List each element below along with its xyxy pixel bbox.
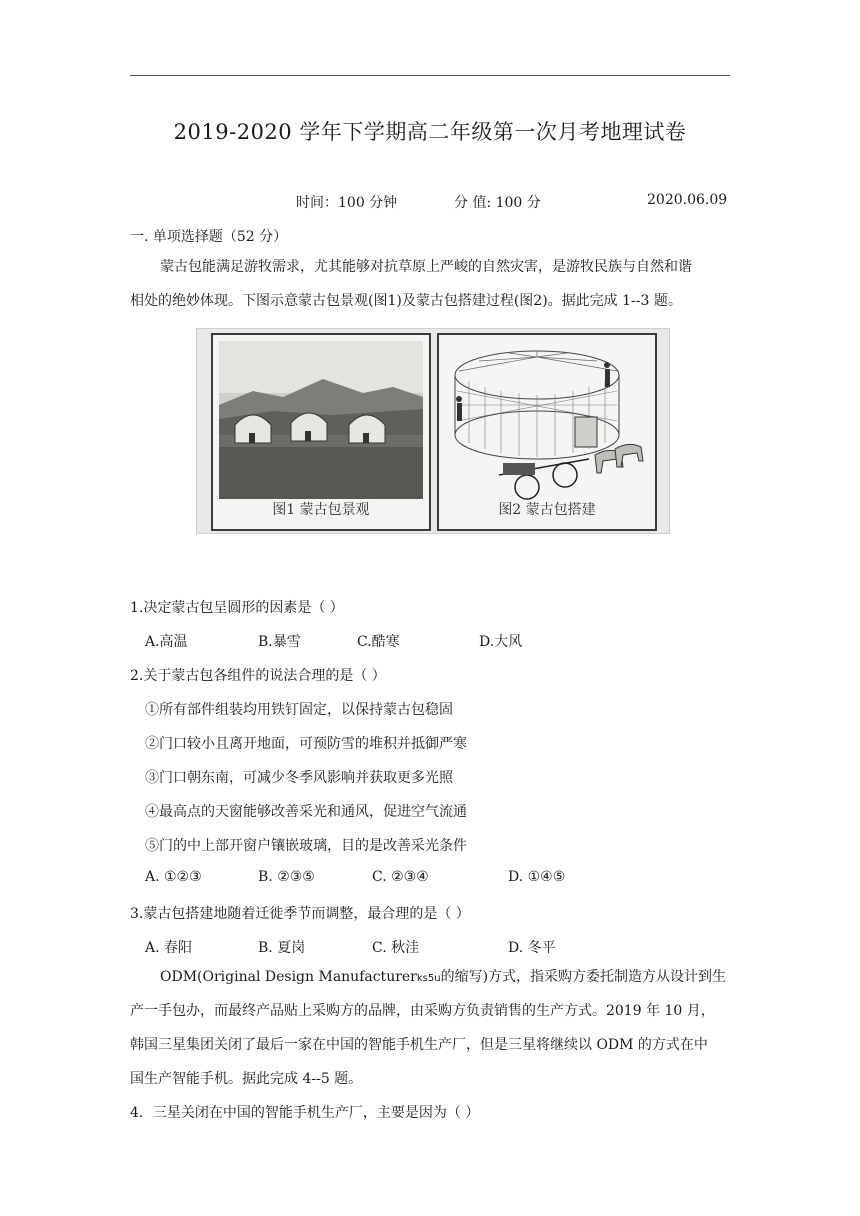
figure-1-panel (211, 333, 431, 531)
odm-line-1-b: 的缩写)方式，指采购方委托制造方从设计到生 (440, 969, 727, 985)
question-3-stem: 3.蒙古包搭建地随着迁徙季节而调整，最合理的是（ ） (130, 906, 470, 922)
yurt-figure (196, 328, 670, 534)
q2-statement-1: ①所有部件组装均用铁钉固定，以保持蒙古包稳固 (145, 702, 453, 718)
figure-2-caption: 图2 蒙古包搭建 (498, 502, 596, 518)
exam-time: 时间：100 分钟 (296, 195, 398, 211)
intro-line-2: 相处的绝妙体现。下图示意蒙古包景观(图1)及蒙古包搭建过程(图2)。据此完成 1--3 题。 (130, 293, 682, 309)
q1-option-a: A.高温 (145, 634, 188, 650)
q1-option-b: B.暴雪 (258, 634, 301, 650)
question-2-stem: 2.关于蒙古包各组件的说法合理的是（ ） (130, 668, 386, 684)
watermark-text: ks5u (416, 973, 441, 984)
exam-date: 2020.06.09 (647, 192, 728, 208)
intro-line-1: 蒙古包能满足游牧需求，尤其能够对抗草原上严峻的自然灾害，是游牧民族与自然和谐 (160, 259, 692, 275)
q2-statement-2: ②门口较小且离开地面，可预防雪的堆积并抵御严寒 (145, 736, 467, 752)
section-heading: 一. 单项选择题（52 分） (130, 229, 288, 245)
q3-option-b: B. 夏岗 (258, 940, 306, 956)
q3-option-d: D. 冬平 (508, 940, 556, 956)
q1-option-c: C.酷寒 (357, 634, 400, 650)
q2-option-d: D. ①④⑤ (508, 869, 566, 885)
q2-option-a: A. ①②③ (145, 869, 202, 885)
odm-line-3: 韩国三星集团关闭了最后一家在中国的智能手机生产厂，但是三星将继续以 ODM 的方式在中 (130, 1037, 708, 1053)
q2-option-c: C. ②③④ (372, 869, 429, 885)
odm-line-1 (160, 966, 726, 986)
odm-line-4: 国生产智能手机。据此完成 4--5 题。 (130, 1071, 363, 1087)
odm-line-1-a: ODM(Original Design Manufacturer (160, 969, 417, 985)
page-title: 2019-2020 学年下学期高二年级第一次月考地理试卷 (173, 120, 687, 144)
q3-option-a: A. 春阳 (145, 940, 193, 956)
figure-1-caption: 图1 蒙古包景观 (272, 502, 370, 518)
figure-2-panel (437, 333, 657, 531)
q2-statement-3: ③门口朝东南，可减少冬季风影响并获取更多光照 (145, 770, 453, 786)
question-4-stem: 4．三星关闭在中国的智能手机生产厂，主要是因为（ ） (130, 1105, 480, 1121)
q1-option-d: D.大风 (479, 634, 523, 650)
q2-statement-4: ④最高点的天窗能够改善采光和通风，促进空气流通 (145, 804, 467, 820)
q3-option-c: C. 秋洼 (372, 940, 420, 956)
question-1-stem: 1.决定蒙古包呈圆形的因素是（ ） (130, 600, 344, 616)
exam-score: 分 值: 100 分 (454, 195, 541, 211)
q2-option-b: B. ②③⑤ (258, 869, 315, 885)
odm-line-2: 产一手包办，而最终产品贴上采购方的品牌，由采购方负责销售的生产方式。2019 年 10 月， (130, 1003, 715, 1019)
top-rule (130, 75, 730, 76)
q2-statement-5: ⑤门的中上部开窗户镶嵌玻璃，目的是改善采光条件 (145, 838, 467, 854)
